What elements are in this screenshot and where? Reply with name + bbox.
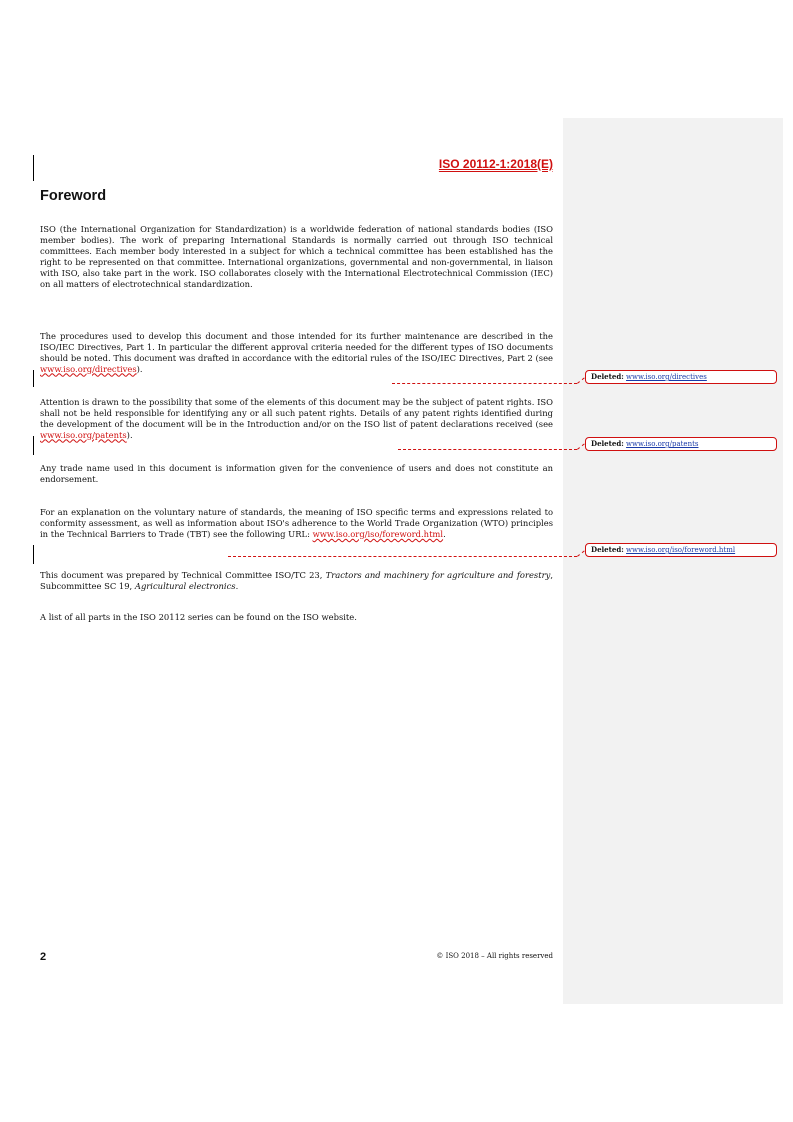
comment-label: Deleted:: [591, 545, 624, 554]
inserted-link-patents[interactable]: www.iso.org/patents: [40, 429, 127, 440]
comment-leader-line: [392, 383, 577, 384]
change-bar: [33, 370, 34, 387]
paragraph-end: .: [443, 528, 446, 539]
paragraph-procedures: [40, 331, 553, 375]
comment-leader-line: [228, 556, 577, 557]
comment-label: Deleted:: [591, 372, 624, 381]
inserted-link-directives[interactable]: www.iso.org/directives: [40, 363, 137, 374]
comment-link[interactable]: www.iso.org/patents: [626, 440, 699, 448]
paragraph-text: Attention is drawn to the possibility that some of the elements of this document may be the subject of patent rights. ISO shall not be held responsible for identifying any or all such patent rights. Details of any patent rights identified during the development of the document will be in the Introduction and/or on the ISO list of patent declarations received (see: [40, 397, 553, 429]
paragraph-iso-intro: ISO (the International Organization for Standardization) is a worldwide federation of national standards bodies (ISO member bodies). The work of preparing International Standards is normally carried out through ISO technical committees. Each member body interested in a subject for which a technical committee has been established has the right to be represented on that committee. International organizations, governmental and non-governmental, in liaison with ISO, also take part in the work. ISO collaborates closely with the International Electrotechnical Commission (IEC) on all matters of electrotechnical standardization.: [40, 224, 553, 289]
paragraph-end: .: [235, 580, 239, 591]
change-bar: [33, 545, 34, 564]
inserted-link-foreword[interactable]: www.iso.org/iso/foreword.html: [312, 528, 444, 539]
deleted-comment-balloon[interactable]: [585, 370, 777, 384]
paragraph-text: For an explanation on the voluntary nature of standards, the meaning of ISO specific terms and expressions related to conformity assessment, as well as information about ISO's adherence to the World Trade Organization (WTO) principles in the Technical Barriers to Trade (TBT) see the following URL:: [40, 507, 553, 539]
page-number: 2: [40, 951, 47, 963]
deleted-comment-balloon[interactable]: [585, 543, 777, 557]
paragraph-end: ).: [136, 363, 143, 374]
paragraph-trade-name: Any trade name used in this document is information given for the convenience of users and does not constitute an endorsement.: [40, 463, 553, 484]
comment-leader-line: [398, 449, 577, 450]
paragraph-text: The procedures used to develop this document and those intended for its further maintenance are described in the ISO/IEC Directives, Part 1. In particular the different approval criteria needed for the different types of ISO documents should be noted. This document was drafted in accordance with the editorial rules of the ISO/IEC Directives, Part 2 (see: [40, 331, 553, 363]
change-bar: [33, 155, 34, 181]
paragraph-text: , Subcommittee SC 19,: [40, 570, 553, 591]
comment-link[interactable]: www.iso.org/iso/foreword.html: [626, 546, 736, 554]
document-id: ISO 20112-1:2018(E): [438, 157, 553, 171]
paragraph-patents: [40, 397, 553, 441]
paragraph-committee: [40, 570, 553, 592]
comment-link[interactable]: www.iso.org/directives: [626, 373, 707, 381]
subcommittee-name: Agricultural electronics: [134, 580, 236, 591]
change-bar: [33, 436, 34, 455]
paragraph-text: This document was prepared by Technical Committee ISO/TC 23,: [40, 570, 326, 580]
paragraph-parts-list: A list of all parts in the ISO 20112 series can be found on the ISO website.: [40, 612, 357, 622]
paragraph-voluntary: [40, 507, 553, 540]
committee-name: Tractors and machinery for agriculture and forestry: [325, 570, 551, 580]
page-title: Foreword: [40, 188, 107, 204]
comment-label: Deleted:: [591, 439, 624, 448]
paragraph-end: ).: [126, 429, 133, 440]
copyright-notice: © ISO 2018 – All rights reserved: [436, 952, 553, 960]
deleted-comment-balloon[interactable]: [585, 437, 777, 451]
comment-pane: [563, 118, 783, 1004]
